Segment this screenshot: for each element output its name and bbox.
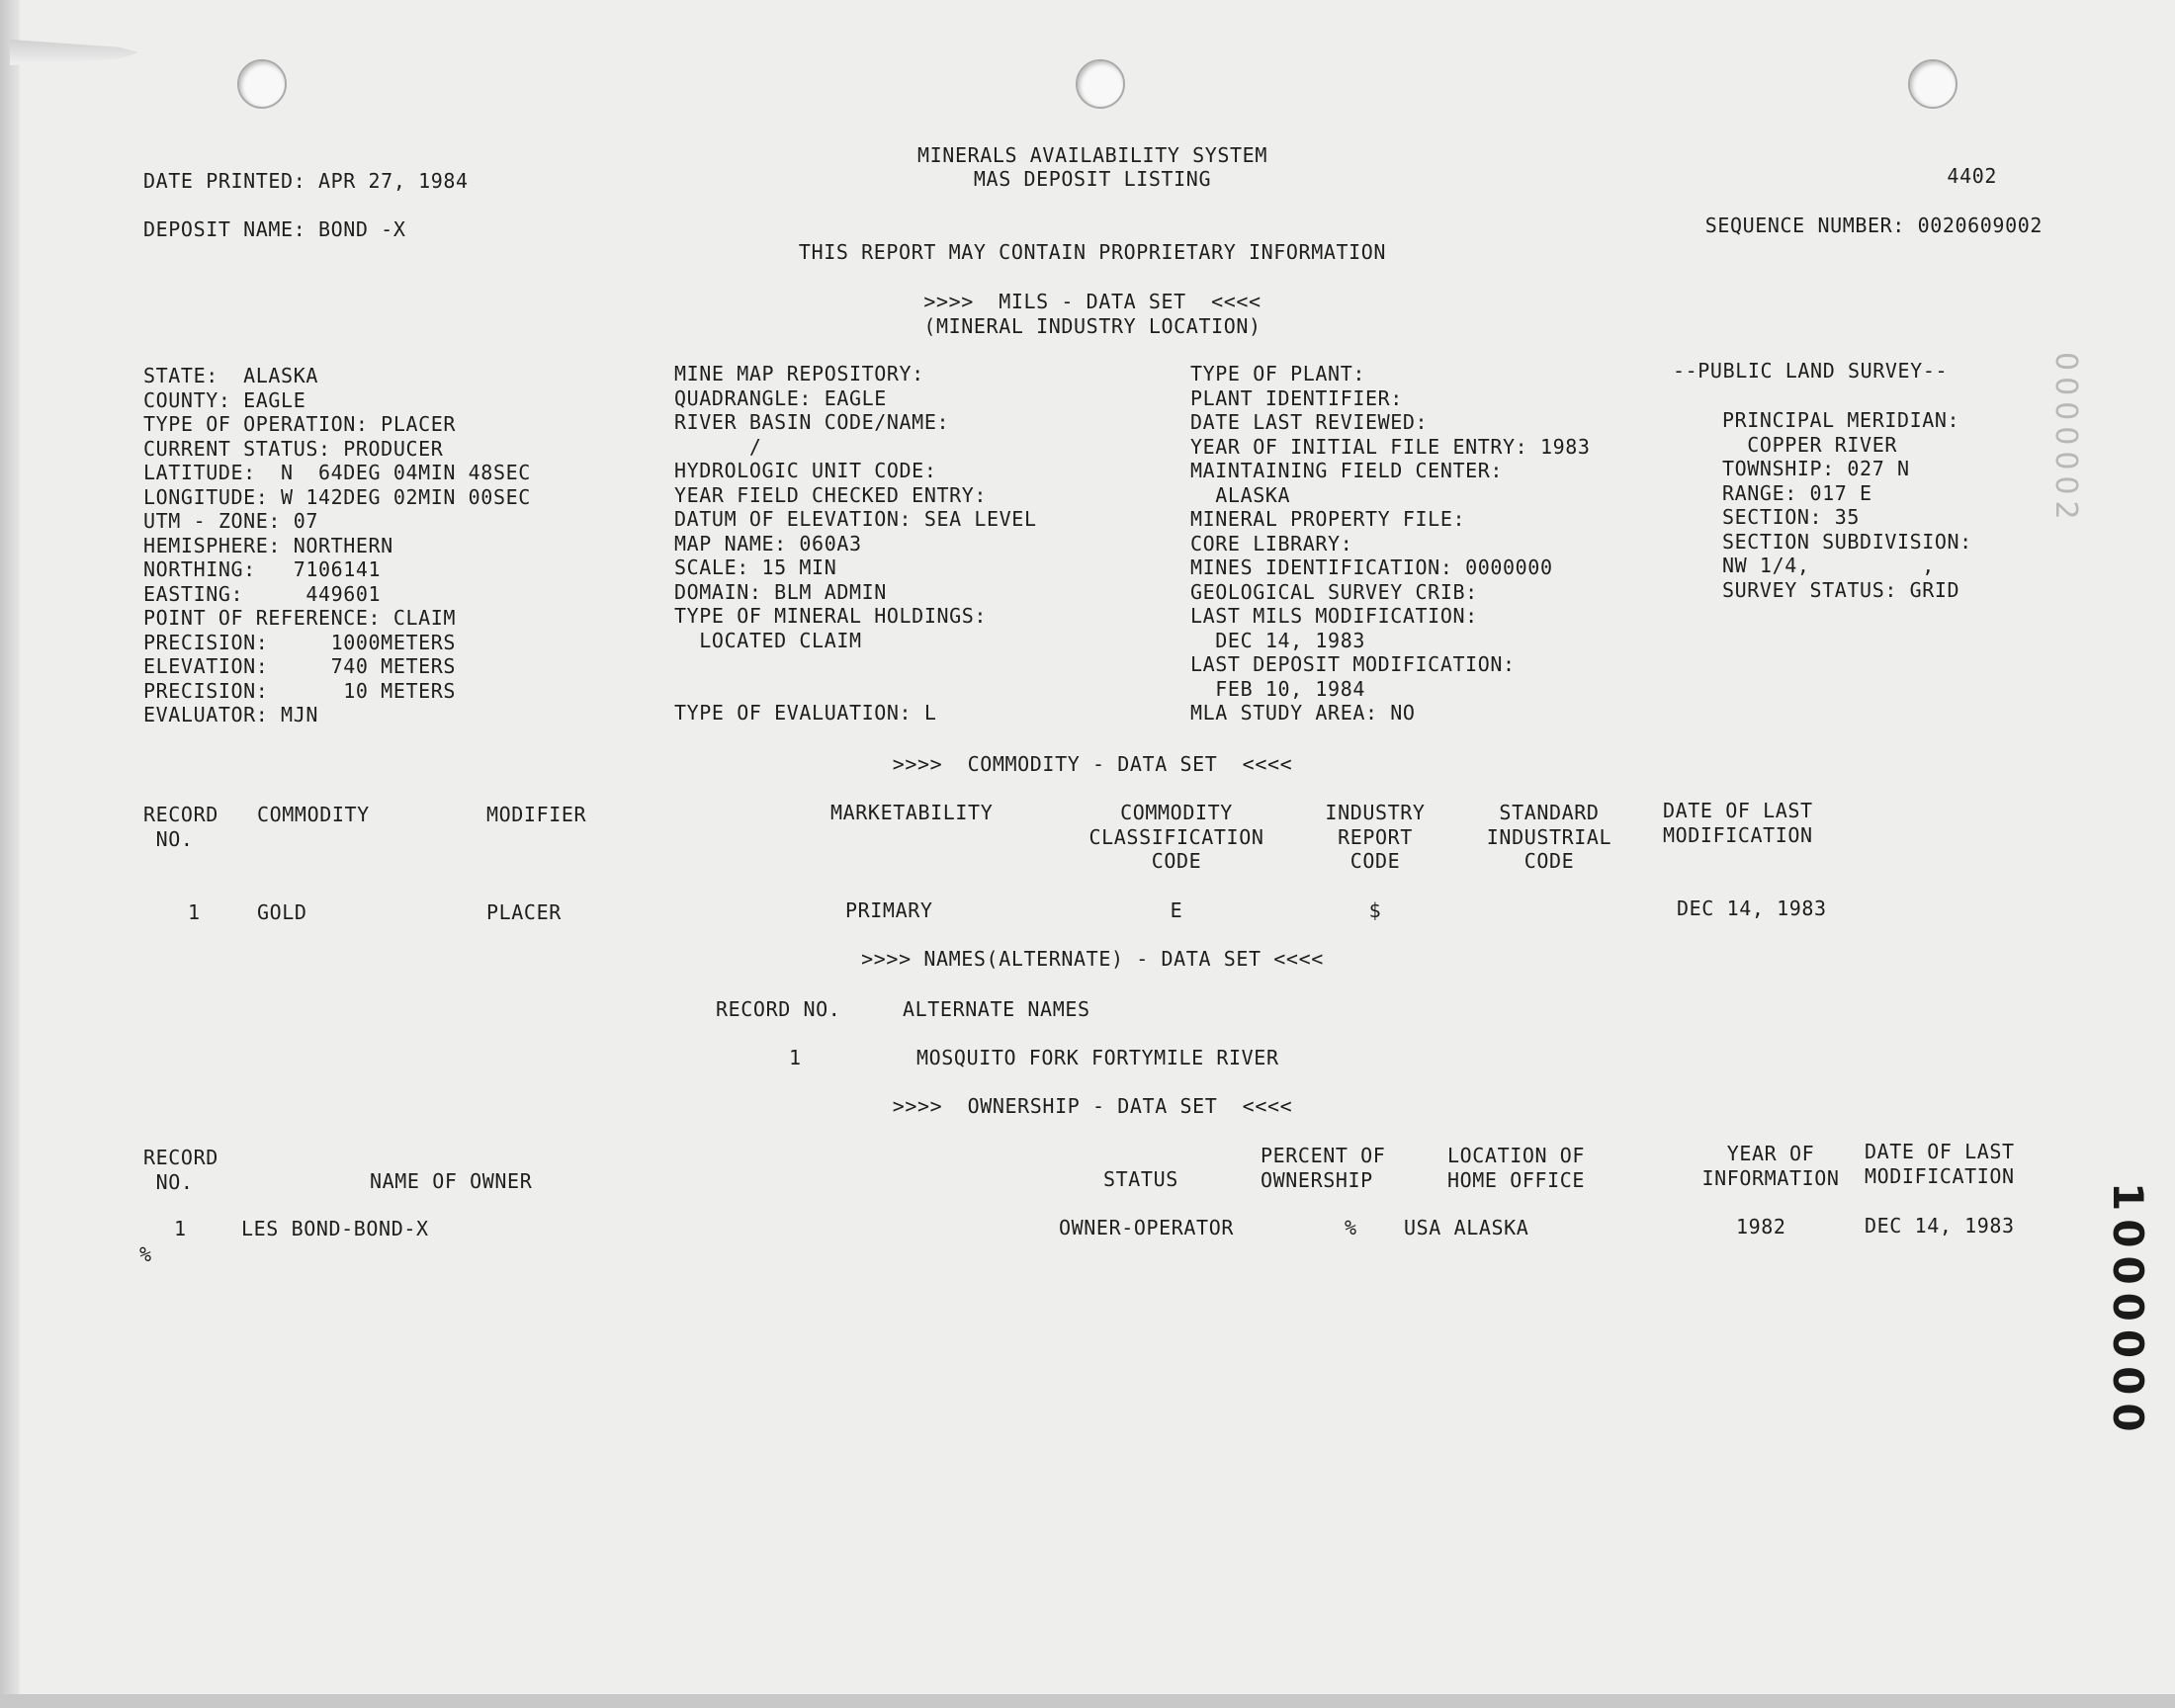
- mils-field: EVALUATOR: MJN: [143, 703, 318, 726]
- paper-tab-mark: [10, 40, 138, 65]
- ownership-row-status: OWNER-OPERATOR: [1059, 1216, 1234, 1239]
- mils-field: MLA STUDY AREA: NO: [1190, 701, 1416, 725]
- ownership-heading: >>>> OWNERSHIP - DATA SET <<<<: [892, 1094, 1293, 1118]
- commodity-header-sic: STANDARD INDUSTRIAL CODE: [1486, 801, 1612, 873]
- commodity-row-classification: E: [1170, 898, 1183, 922]
- mils-field: EASTING: 449601: [143, 581, 382, 606]
- land-survey-field: RANGE: 017 E: [1722, 480, 1872, 505]
- mils-field: COUNTY: EAGLE: [143, 387, 306, 412]
- deposit-name: DEPOSIT NAME: BOND -X: [143, 217, 406, 241]
- commodity-header-record-no: RECORD NO.: [143, 803, 218, 851]
- punch-hole-center: [1076, 59, 1125, 109]
- punch-hole-left: [237, 59, 287, 109]
- faint-serial-stamp: 0000002: [2048, 352, 2083, 526]
- mils-map-column: [674, 362, 1037, 726]
- names-header-record-no: RECORD NO.: [716, 997, 841, 1021]
- mils-location-column: [143, 364, 531, 727]
- commodity-row-industry-report: $: [1368, 898, 1382, 922]
- land-survey-field: NW 1/4, ,: [1722, 554, 1935, 577]
- mils-field: MINERAL PROPERTY FILE:: [1190, 507, 1466, 531]
- ownership-header-last-mod: DATE OF LAST MODIFICATION: [1865, 1140, 2015, 1188]
- mils-field: CORE LIBRARY:: [1190, 531, 1353, 555]
- commodity-header-classification: COMMODITY CLASSIFICATION CODE: [1088, 801, 1264, 873]
- ownership-row-year: 1982: [1736, 1215, 1786, 1238]
- land-survey-field: PRINCIPAL MERIDIAN:: [1722, 408, 1960, 432]
- mils-field: PLANT IDENTIFIER:: [1190, 385, 1403, 410]
- mils-field: MINES IDENTIFICATION: 0000000: [1190, 555, 1553, 579]
- public-land-survey-title: --PUBLIC LAND SURVEY--: [1673, 359, 1949, 383]
- system-title: MINERALS AVAILABILITY SYSTEM: [917, 143, 1267, 167]
- ownership-row-location: USA ALASKA: [1404, 1216, 1529, 1239]
- mils-field: RIVER BASIN CODE/NAME:: [674, 410, 950, 434]
- mils-field: [674, 652, 1037, 677]
- mils-field: DATUM OF ELEVATION: SEA LEVEL: [674, 507, 1037, 531]
- mils-field: NORTHING: 7106141: [143, 557, 382, 581]
- ownership-header-year: YEAR OF INFORMATION: [1701, 1142, 1840, 1190]
- commodity-header-modifier: MODIFIER: [486, 803, 587, 826]
- land-survey-field: SURVEY STATUS: GRID: [1722, 577, 1960, 602]
- names-heading: >>>> NAMES(ALTERNATE) - DATA SET <<<<: [861, 947, 1324, 971]
- mils-field: [674, 677, 1037, 702]
- mils-field: HYDROLOGIC UNIT CODE:: [674, 459, 937, 482]
- mils-field: PRECISION: 1000METERS: [143, 630, 457, 654]
- mils-field: DOMAIN: BLM ADMIN: [674, 579, 887, 604]
- mils-field: TYPE OF PLANT:: [1190, 362, 1365, 385]
- mils-field: /: [674, 434, 762, 459]
- mils-field: CURRENT STATUS: PRODUCER: [143, 436, 444, 461]
- mils-field: QUADRANGLE: EAGLE: [674, 385, 887, 410]
- ownership-header-record-no: RECORD NO.: [143, 1146, 218, 1194]
- sequence-number: SEQUENCE NUMBER: 0020609002: [1704, 214, 2043, 237]
- ownership-header-percent: PERCENT OF OWNERSHIP: [1261, 1144, 1386, 1192]
- mils-field: MINE MAP REPOSITORY:: [674, 362, 924, 385]
- names-row-alternate-name: MOSQUITO FORK FORTYMILE RIVER: [916, 1046, 1279, 1069]
- public-land-survey-column: [1722, 408, 1972, 602]
- date-printed: DATE PRINTED: APR 27, 1984: [143, 169, 469, 193]
- land-survey-field: COPPER RIVER: [1722, 432, 1897, 457]
- commodity-row-marketability: PRIMARY: [845, 898, 933, 922]
- mils-field: TYPE OF EVALUATION: L: [674, 701, 937, 725]
- page-shadow-edge: [0, 0, 20, 1708]
- mils-field: MAP NAME: 060A3: [674, 531, 862, 555]
- land-survey-field: SECTION: 35: [1722, 505, 1861, 529]
- commodity-header-last-mod: DATE OF LAST MODIFICATION: [1663, 799, 1813, 847]
- commodity-row-modifier: PLACER: [486, 900, 562, 924]
- mils-field: MAINTAINING FIELD CENTER:: [1190, 459, 1504, 482]
- mils-field: SCALE: 15 MIN: [674, 555, 837, 579]
- page-code: 4402: [1947, 164, 1997, 188]
- mils-field: HEMISPHERE: NORTHERN: [143, 533, 393, 557]
- land-survey-field: SECTION SUBDIVISION:: [1722, 529, 1972, 554]
- mils-field: GEOLOGICAL SURVEY CRIB:: [1190, 579, 1478, 604]
- mils-field: STATE: ALASKA: [143, 364, 318, 387]
- mils-field: YEAR OF INITIAL FILE ENTRY: 1983: [1190, 434, 1591, 459]
- listing-title: MAS DEPOSIT LISTING: [973, 167, 1212, 191]
- mils-field: UTM - ZONE: 07: [143, 509, 318, 533]
- commodity-header-industry-report: INDUSTRY REPORT CODE: [1325, 801, 1426, 873]
- mils-field: PRECISION: 10 METERS: [143, 678, 457, 703]
- mils-field: DEC 14, 1983: [1190, 628, 1365, 652]
- mils-field: LOCATED CLAIM: [674, 628, 862, 652]
- page-bottom-edge: [0, 1694, 2175, 1708]
- mils-field: ALASKA: [1190, 482, 1291, 507]
- mils-field: TYPE OF MINERAL HOLDINGS:: [674, 604, 988, 628]
- serial-number-stamp: 1000000: [2104, 1182, 2152, 1440]
- land-survey-field: TOWNSHIP: 027 N: [1722, 457, 1910, 480]
- mils-field: FEB 10, 1984: [1190, 676, 1365, 701]
- proprietary-notice: THIS REPORT MAY CONTAIN PROPRIETARY INFORMATION: [798, 240, 1387, 264]
- mils-field: ELEVATION: 740 METERS: [143, 654, 457, 678]
- mils-field: LONGITUDE: W 142DEG 02MIN 00SEC: [143, 484, 531, 509]
- ownership-row-last-mod: DEC 14, 1983: [1865, 1214, 2015, 1238]
- commodity-header-marketability: MARKETABILITY: [830, 801, 994, 824]
- names-row-record-no: 1: [789, 1046, 802, 1069]
- mils-subheading: (MINERAL INDUSTRY LOCATION): [923, 314, 1262, 338]
- mils-field: LATITUDE: N 64DEG 04MIN 48SEC: [143, 461, 531, 484]
- punch-hole-right: [1908, 59, 1958, 109]
- mils-field: TYPE OF OPERATION: PLACER: [143, 412, 457, 436]
- names-header-alternate-names: ALTERNATE NAMES: [903, 997, 1090, 1021]
- mils-plant-column: [1190, 362, 1591, 726]
- ownership-row-owner: LES BOND-BOND-X: [241, 1217, 429, 1240]
- mils-field: DATE LAST REVIEWED:: [1190, 410, 1429, 434]
- ownership-footnote: %: [139, 1242, 152, 1266]
- ownership-header-status: STATUS: [1103, 1167, 1178, 1191]
- commodity-row-record-no: 1: [188, 900, 201, 924]
- commodity-row-last-mod: DEC 14, 1983: [1677, 897, 1827, 920]
- ownership-header-location: LOCATION OF HOME OFFICE: [1447, 1144, 1586, 1192]
- ownership-header-owner: NAME OF OWNER: [370, 1169, 533, 1193]
- mils-field: LAST DEPOSIT MODIFICATION:: [1190, 652, 1516, 676]
- commodity-header-commodity: COMMODITY: [257, 803, 370, 826]
- ownership-row-record-no: 1: [174, 1217, 187, 1240]
- ownership-row-percent: %: [1345, 1216, 1357, 1239]
- mils-field: POINT OF REFERENCE: CLAIM: [143, 606, 457, 630]
- commodity-heading: >>>> COMMODITY - DATA SET <<<<: [892, 752, 1293, 776]
- mils-field: LAST MILS MODIFICATION:: [1190, 604, 1478, 628]
- mils-heading: >>>> MILS - DATA SET <<<<: [923, 290, 1262, 313]
- commodity-row-commodity: GOLD: [257, 900, 307, 924]
- mils-field: YEAR FIELD CHECKED ENTRY:: [674, 482, 988, 507]
